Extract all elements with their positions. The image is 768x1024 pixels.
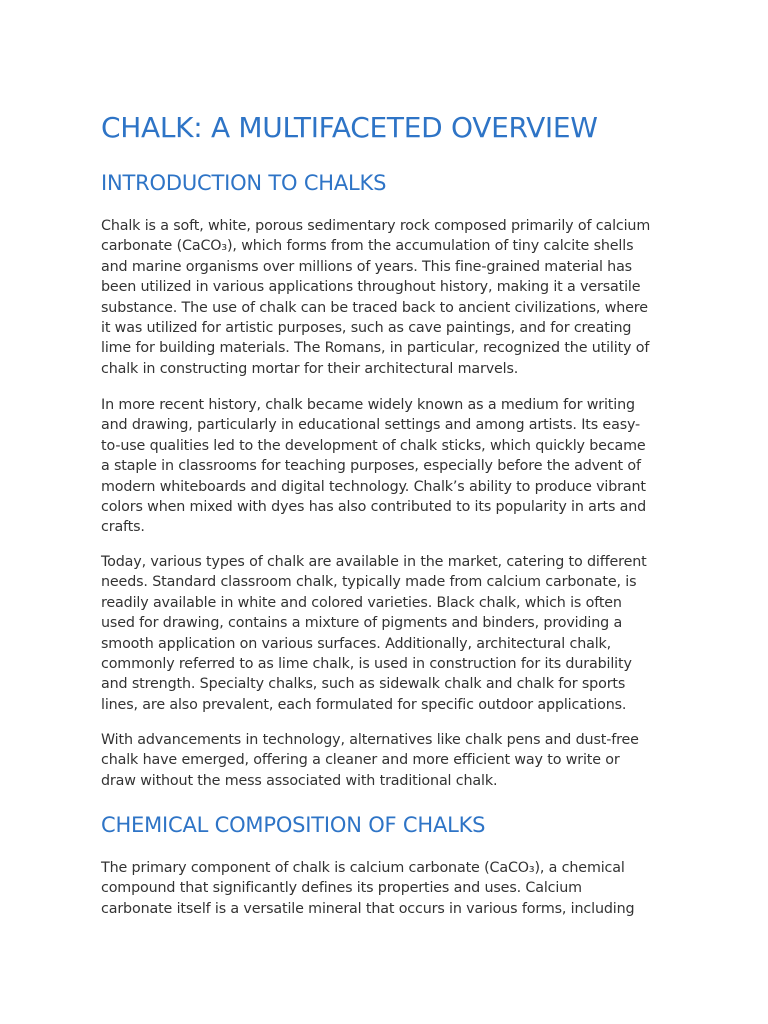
text-line: commonly referred to as lime chalk, is used in construction for its durability (101, 656, 632, 673)
text-line: needs. Standard classroom chalk, typically made from calcium carbonate, is (101, 574, 637, 591)
paragraph-intro-4 (101, 730, 671, 791)
paragraph-intro-3 (101, 552, 671, 715)
text-line: colors when mixed with dyes has also contributed to its popularity in arts and (101, 499, 647, 516)
text-line: to-use qualities led to the development of chalk sticks, which quickly became (101, 437, 646, 454)
text-line: and drawing, particularly in educational settings and among artists. Its easy- (101, 417, 641, 434)
text-line: modern whiteboards and digital technology. Chalk’s ability to produce vibrant (101, 478, 646, 495)
text-line: substance. The use of chalk can be traced back to ancient civilizations, where (101, 299, 648, 316)
text-line: Chalk is a soft, white, porous sedimentary rock composed primarily of calcium (101, 218, 651, 234)
text-line: been utilized in various applications throughout history, making it a versatile (101, 279, 641, 296)
paragraph-intro-1 (101, 216, 671, 379)
text-line: and marine organisms over millions of years. This fine-grained material has (101, 258, 632, 275)
text-line: The primary component of chalk is calcium carbonate (CaCO₃), a chemical (101, 860, 625, 876)
text-line: it was utilized for artistic purposes, such as cave paintings, and for creating (101, 320, 632, 337)
text-line: Today, various types of chalk are available in the market, catering to different (101, 554, 647, 570)
text-line: compound that significantly defines its properties and uses. Calcium (101, 880, 582, 897)
text-line: With advancements in technology, alternatives like chalk pens and dust-free (101, 732, 639, 748)
section-heading-introduction: INTRODUCTION TO CHALKS (101, 171, 387, 195)
text-line: readily available in white and colored varieties. Black chalk, which is often (101, 594, 622, 611)
text-line: In more recent history, chalk became widely known as a medium for writing (101, 397, 635, 413)
text-line: chalk in constructing mortar for their architectural marvels. (101, 360, 519, 377)
text-line: draw without the mess associated with traditional chalk. (101, 772, 498, 789)
text-line: chalk have emerged, offering a cleaner and more efficient way to write or (101, 752, 620, 769)
text-line: smooth application on various surfaces. Additionally, architectural chalk, (101, 635, 612, 652)
text-line: and strength. Specialty chalks, such as sidewalk chalk and chalk for sports (101, 676, 626, 693)
paragraph-chem-1 (101, 858, 671, 919)
text-line: lines, are also prevalent, each formulated for specific outdoor applications. (101, 696, 627, 713)
text-line: used for drawing, contains a mixture of pigments and binders, providing a (101, 615, 623, 632)
section-heading-chemical-composition: CHEMICAL COMPOSITION OF CHALKS (101, 813, 486, 837)
text-line: lime for building materials. The Romans, in particular, recognized the utility of (101, 340, 650, 357)
text-line: carbonate (CaCO₃), which forms from the accumulation of tiny calcite shells (101, 238, 634, 255)
paragraph-intro-2 (101, 395, 671, 538)
document-title: CHALK: A MULTIFACETED OVERVIEW (101, 111, 598, 144)
text-line: carbonate itself is a versatile mineral that occurs in various forms, including (101, 900, 635, 917)
text-line: a staple in classrooms for teaching purposes, especially before the advent of (101, 458, 641, 475)
text-line: crafts. (101, 519, 145, 536)
